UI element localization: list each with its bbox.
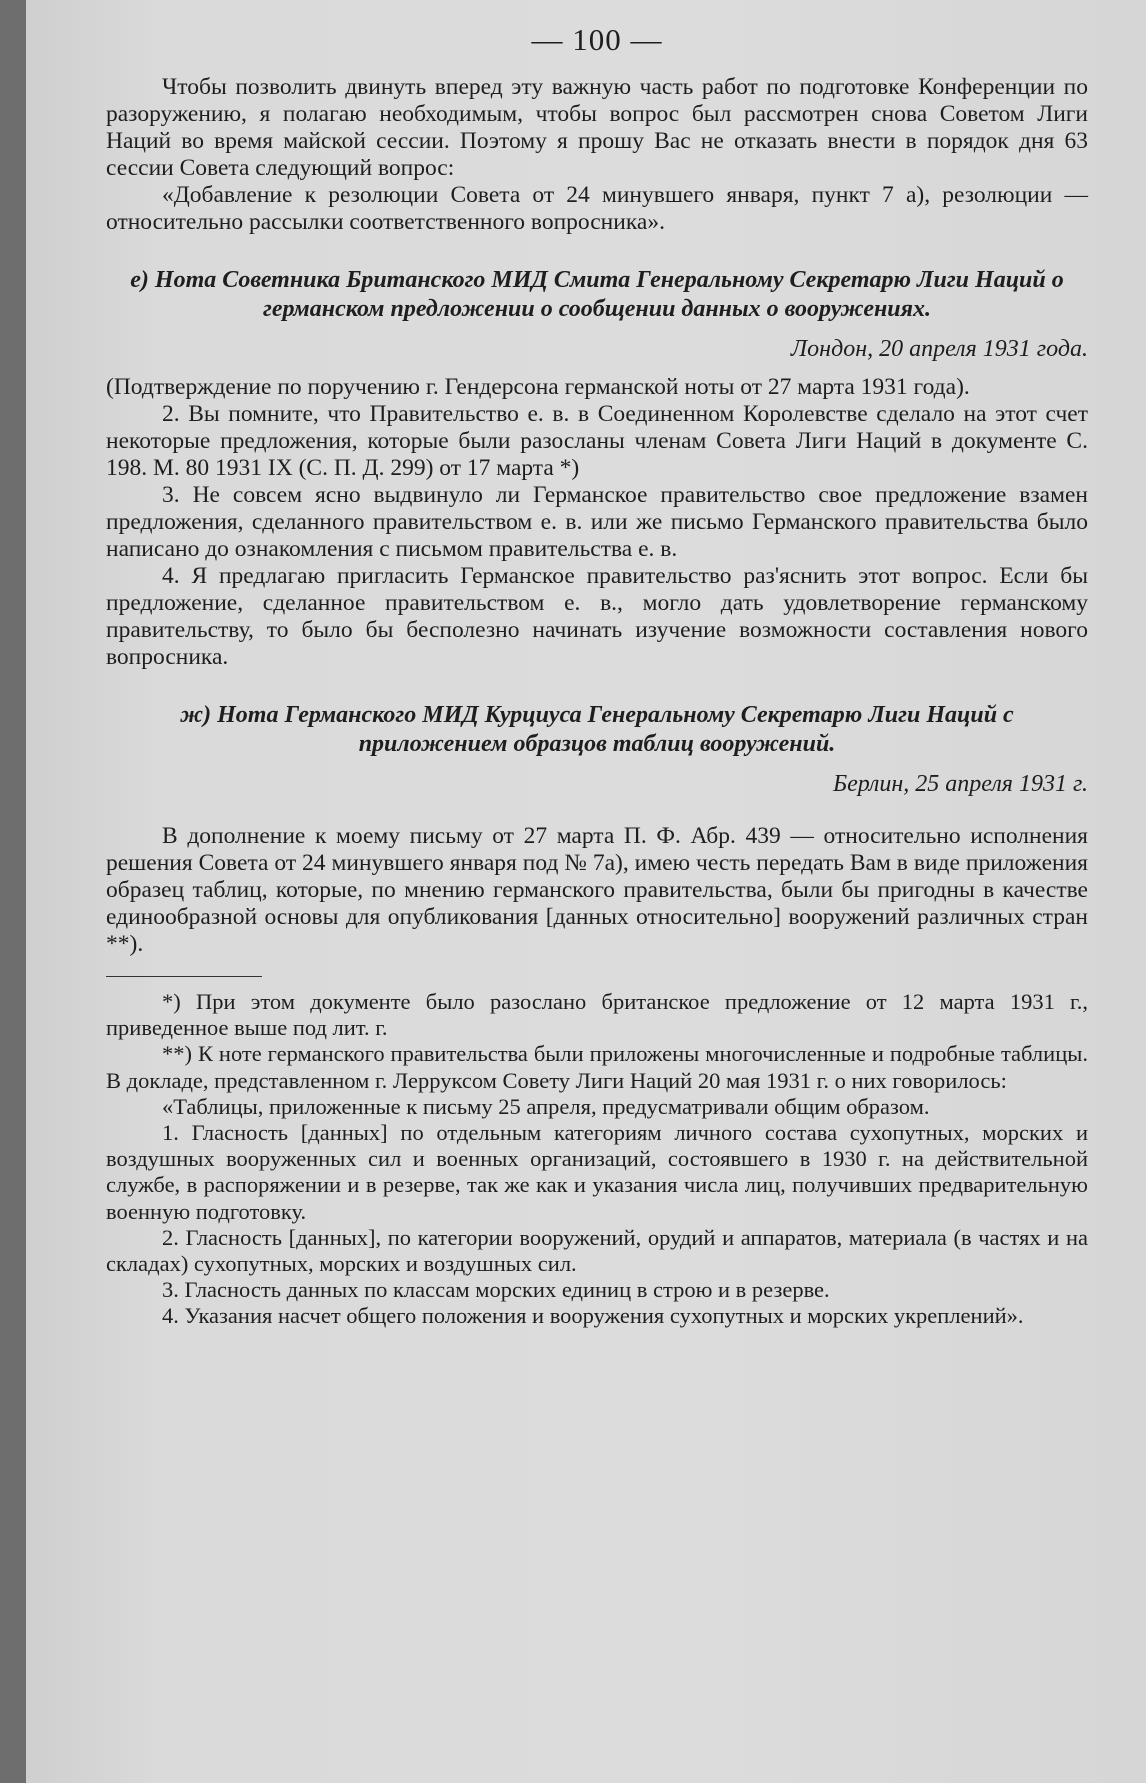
footnote: 2. Гласность [данных], по категории вооружений, орудий и аппаратов, материала (в частях и на складах) сухопутных, морских и воздушных сил. [106, 1224, 1088, 1277]
footnote: 3. Гласность данных по классам морских единиц в строю и в резерве. [162, 1277, 830, 1303]
intro-paragraph: Чтобы позволить двинуть вперед эту важную часть работ по подготовке Конференции по разоружению, я полагаю необходимым, чтобы вопрос был рассмотрен снова Советом Лиги Наций во время майской сессии. Поэтому я прошу Вас не отказать внести в порядок дня 63 сессии Совета следующий вопрос: [106, 74, 1088, 181]
footnote: *) При этом документе было разослано британское предложение от 12 марта 1931 г., приведенное выше под лит. г. [106, 989, 1088, 1041]
section-zh-dateline: Берлин, 25 апреля 1931 г. [833, 771, 1088, 797]
section-zh-heading: ж) Нота Германского МИД Курциуса Генеральному Секретарю Лиги Наций с приложением образцов таблиц вооружений. [180, 702, 1014, 757]
footnote: **) К ноте германского правительства были приложены многочисленные и подробные таблицы. В докладе, представленном г. Лерруксом Совету Лиги Наций 20 мая 1931 г. о них говорилось: [106, 1041, 1088, 1093]
section-e-paragraph: 2. Вы помните, что Правительство е. в. в Соединенном Королевстве сделало на этот счет некоторые предложения, которые были разосланы членам Совета Лиги Наций в документе С. 198. М. 80 1931 IX (С. П. Д. 299) от 17 марта *) [106, 401, 1088, 481]
section-e-paragraph: (Подтверждение по поручению г. Гендерсона германской ноты от 27 марта 1931 года). [106, 374, 970, 400]
section-zh-paragraph: В дополнение к моему письму от 27 марта П. Ф. Абр. 439 — относительно исполнения решения Совета от 24 минувшего января под № 7а), имею честь передать Вам в виде приложения образец таблиц, которые, по мнению германского правительства, были бы пригодны в качестве единообразной основы для опубликования [данных относительно] вооружений различных стран **). [106, 823, 1088, 957]
document-page [26, 0, 1146, 1783]
section-e-heading: е) Нота Советника Британского МИД Смита Генеральному Секретарю Лиги Наций о германском предложении о сообщении данных о вооружениях. [130, 267, 1064, 322]
section-e-dateline: Лондон, 20 апреля 1931 года. [790, 336, 1088, 362]
footnote: 4. Указания насчет общего положения и вооружения сухопутных и морских укреплений». [162, 1303, 1024, 1329]
footnote-divider [106, 976, 262, 977]
page-number: — 100 — [531, 22, 663, 57]
section-e-paragraph: 4. Я предлагаю пригласить Германское правительство раз'яснить этот вопрос. Если бы предложение, сделанное правительством е. в., могло дать удовлетворение германскому правительству, то было бы бесполезно начинать изучение возможности составления нового вопросника. [106, 563, 1088, 670]
footnotes [106, 989, 1088, 1330]
page-content [106, 22, 1088, 1330]
footnote: «Таблицы, приложенные к письму 25 апреля, предусматривали общим образом. [162, 1093, 930, 1119]
intro-quote: «Добавление к резолюции Совета от 24 минувшего января, пункт 7 а), резолюции — относительно рассылки соответственного вопросника». [106, 182, 1088, 235]
section-e-paragraph: 3. Не совсем ясно выдвинуло ли Германское правительство свое предложение взамен предложения, сделанного правительством е. в. или же письмо Германского правительства было написано до ознакомления с письмом правительства е. в. [106, 482, 1088, 562]
footnote: 1. Гласность [данных] по отдельным категориям личного состава сухопутных, морских и воздушных вооруженных сил и военных организаций, состоявшего в 1930 г. на действительной службе, в распоряжении и в резерве, так же как и указания числа лиц, получивших предварительную военную подготовку. [106, 1120, 1088, 1224]
